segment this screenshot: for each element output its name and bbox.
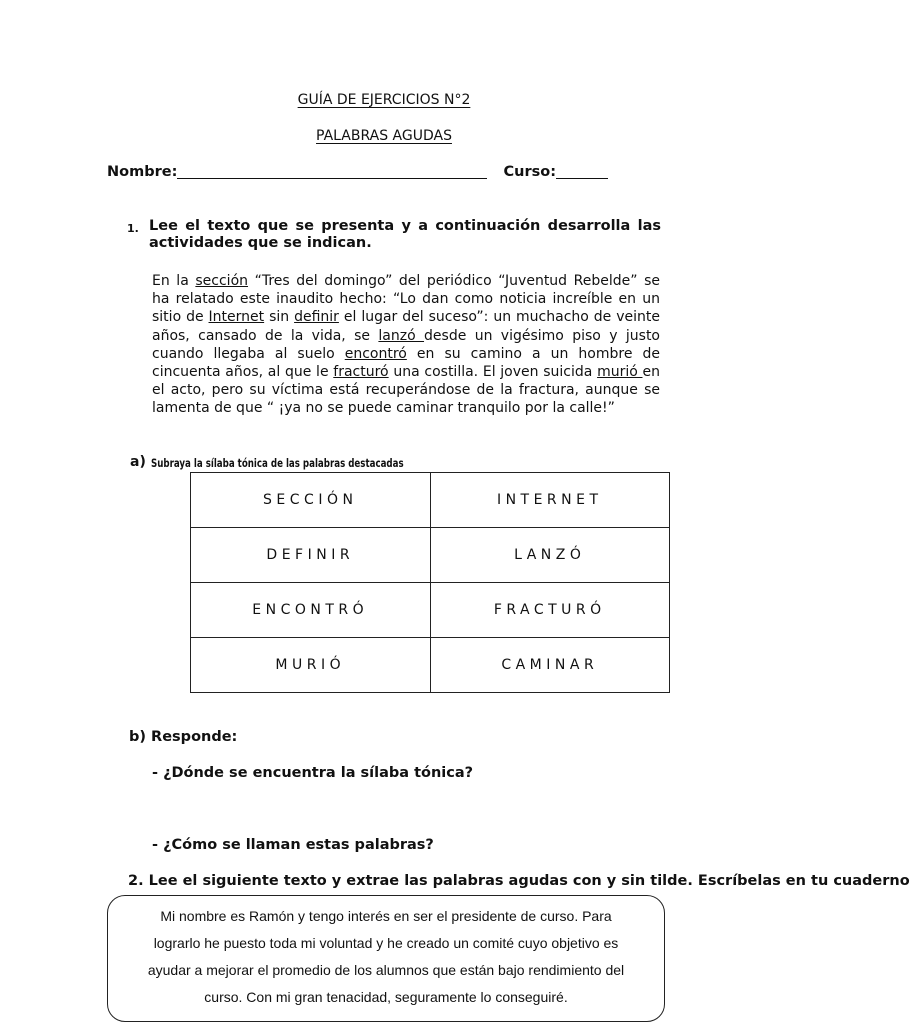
paragraph-segment: “Tres del domingo” del periódico “Juventud Rebelde” se ha relatado este inaudito hecho: “Lo dan como noticia increíble en un sitio de — [152, 273, 661, 326]
course-label: Curso: — [503, 164, 557, 180]
question-1-number: 1. — [127, 222, 139, 235]
highlighted-word: lanzó — [378, 327, 425, 344]
paragraph-segment: el lugar del suceso”: un muchacho de veinte años, cansado de la vida, se — [152, 309, 660, 344]
question-2-instruction: 2. Lee el siguiente texto y extrae las palabras agudas con y sin tilde. Escríbelas en tu cuaderno — [128, 873, 910, 889]
textbox-line: lograrlo he puesto toda mi voluntad y he creado un comité cuyo objetivo es — [153, 935, 619, 951]
paragraph-segment: sin — [264, 309, 295, 326]
stressed-words-table — [190, 472, 670, 693]
word-cell: SECCIÓN — [191, 473, 431, 528]
textbox-line: Mi nombre es Ramón y tengo interés en ser el presidente de curso. Para — [160, 908, 612, 924]
student-info-row — [107, 163, 608, 180]
reading-textbox-text — [117, 903, 655, 1011]
paragraph-segment: En la — [152, 273, 196, 289]
paragraph-segment: en el acto, pero su víctima está recuperándose de la fractura, aunque se lamenta de que “ ¡ya no se puede caminar tranquilo por la calle!” — [152, 364, 660, 417]
highlighted-word: encontró — [344, 345, 407, 362]
word-cell: LANZÓ — [430, 528, 670, 583]
highlighted-word: sección — [195, 273, 249, 289]
reading-paragraph — [152, 272, 660, 418]
table-row — [191, 583, 670, 638]
paragraph-segment: en su camino a un hombre de cincuenta años, al que le — [152, 345, 660, 381]
paragraph-segment: desde un vigésimo piso y justo cuando llegaba al suelo — [152, 327, 660, 362]
course-line — [556, 163, 608, 179]
paragraph-segment: una costilla. El joven suicida — [388, 364, 598, 381]
highlighted-word: Internet — [208, 309, 265, 326]
word-cell: FRACTURÓ — [430, 583, 670, 638]
word-cell: INTERNET — [430, 473, 670, 528]
word-cell: DEFINIR — [191, 528, 431, 583]
reading-paragraph-text — [152, 272, 660, 418]
page-title: GUÍA DE EJERCICIOS N°2 — [297, 92, 471, 108]
question-1-instruction: Lee el texto que se presenta y a continuación desarrolla las actividades que se indican. — [149, 218, 661, 251]
textbox-line: curso. Con mi gran tenacidad, seguramente lo conseguiré. — [204, 989, 568, 1005]
word-cell: CAMINAR — [430, 638, 670, 693]
page-subtitle: PALABRAS AGUDAS — [316, 128, 452, 144]
part-a-instruction: Subraya la sílaba tónica de las palabras destacadas — [151, 457, 404, 470]
highlighted-word: murió — [597, 364, 643, 381]
table-row — [191, 638, 670, 693]
word-cell: ENCONTRÓ — [191, 583, 431, 638]
part-b-question-1: - ¿Dónde se encuentra la sílaba tónica? — [152, 765, 474, 781]
part-b-question-2: - ¿Cómo se llaman estas palabras? — [152, 837, 434, 853]
word-cell: MURIÓ — [191, 638, 431, 693]
name-label: Nombre: — [107, 164, 178, 180]
part-a-letter: a) — [130, 454, 146, 470]
part-b-label: b) Responde: — [129, 729, 238, 745]
name-line — [177, 163, 487, 179]
highlighted-word: definir — [294, 309, 339, 326]
textbox-line: ayudar a mejorar el promedio de los alumnos que están bajo rendimiento del — [147, 962, 625, 978]
highlighted-word: fracturó — [333, 364, 389, 381]
table-row — [191, 528, 670, 583]
table-row — [191, 473, 670, 528]
